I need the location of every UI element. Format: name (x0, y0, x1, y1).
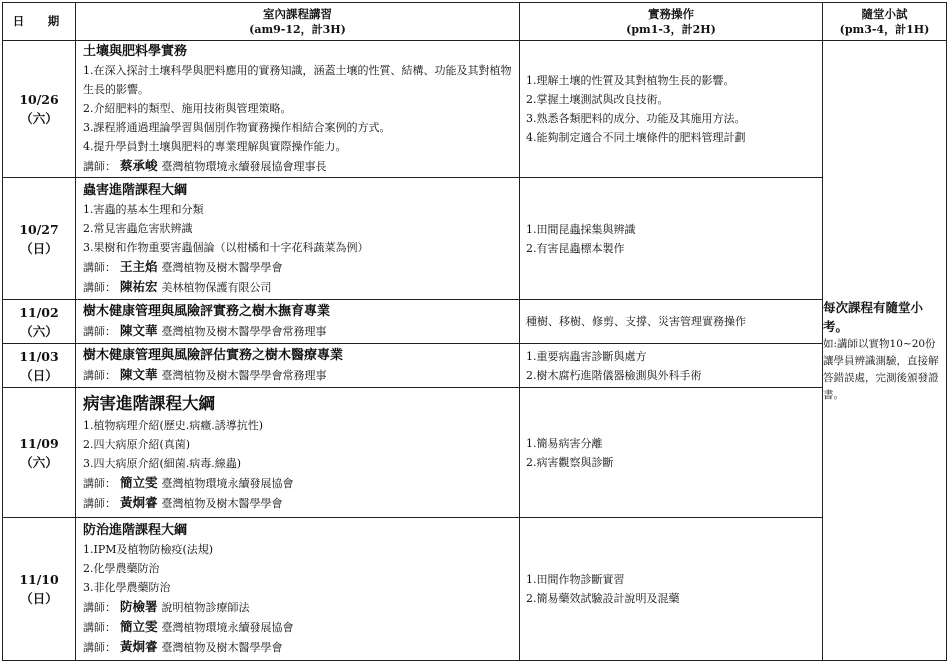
lecturer-prefix: 講師： (83, 280, 116, 294)
date-cell (3, 344, 76, 388)
lecturer-name: 王主焰 (120, 258, 158, 274)
lecturer-org: 臺灣植物及樹木醫學學會常務理事 (161, 325, 327, 338)
header-indoor-title: 室內課程講習 (263, 6, 332, 21)
lecturer-line (83, 277, 513, 297)
lecturer-name: 陳祐宏 (120, 278, 158, 294)
course-title: 樹木健康管理與風險評估實務之樹木醫療專業 (83, 348, 344, 363)
practice-item: 2.樹木腐朽進階儀器檢測與外科手術 (526, 368, 702, 382)
date-cell (3, 300, 76, 344)
practice-item: 3.熟悉各類肥料的成分、功能及其施用方法。 (526, 112, 746, 125)
schedule-row (3, 388, 947, 518)
lecturer-org: 臺灣植物及樹木醫學學會 (161, 641, 283, 654)
indoor-cell (76, 344, 520, 388)
lecturer-name: 簡立雯 (120, 619, 158, 634)
date-cell (3, 178, 76, 300)
course-item: 2.化學農藥防治 (83, 562, 160, 575)
practice-cell (520, 518, 823, 661)
practice-cell (520, 178, 823, 300)
lecturer-org: 臺灣植物及樹木醫學學會常務理事 (161, 369, 327, 382)
lecturer-name: 簡立雯 (120, 475, 158, 490)
lecturer-line (83, 597, 513, 617)
lecturer-prefix: 講師： (83, 497, 116, 510)
course-item: 4.提升學員對土壤與肥料的專業理解與實際操作能力。 (83, 140, 347, 153)
course-item: 1.IPM及植物防檢疫(法規) (83, 543, 214, 556)
course-title: 防治進階課程大綱 (83, 523, 188, 538)
date-cell (3, 388, 76, 518)
practice-item: 2.簡易藥效試驗設計說明及混藥 (526, 592, 680, 605)
row-date: 11/09 (19, 435, 59, 451)
header-practice-title: 實務操作 (648, 6, 694, 21)
course-title: 土壤與肥料學實務 (83, 44, 188, 59)
header-quiz (823, 3, 947, 41)
lecturer-prefix: 講師： (83, 477, 116, 490)
quiz-note: 如:講師以實物10~20份讓學員辨識測驗，直接解答錯誤處，完測後頒發證書。 (823, 337, 939, 401)
header-quiz-title: 隨堂小試 (861, 6, 908, 21)
course-item: 3.果樹和作物重要害蟲個論（以柑橘和十字花科蔬菜為例） (83, 240, 369, 254)
schedule-row (3, 178, 947, 300)
lecturer-org: 美林植物保護有限公司 (161, 280, 272, 294)
schedule-row (3, 344, 947, 388)
lecturer-name: 陳文華 (120, 367, 158, 382)
lecturer-line (83, 493, 513, 513)
lecturer-name: 黃炯睿 (120, 639, 158, 654)
row-day: （六） (20, 111, 58, 126)
date-cell (3, 518, 76, 661)
header-practice (520, 3, 823, 41)
lecturer-name: 蔡承峻 (120, 158, 158, 173)
lecturer-line (83, 617, 513, 637)
course-title: 蟲害進階課程大綱 (83, 182, 188, 198)
practice-item: 2.掌握土壤測試與改良技術。 (526, 93, 669, 106)
lecturer-org: 臺灣植物環境永續發展協會理事長 (161, 160, 327, 173)
schedule-row (3, 300, 947, 344)
lecturer-org: 臺灣植物及樹木醫學學會 (161, 497, 283, 510)
course-item: 2.介紹肥料的類型、施用技術與管理策略。 (83, 102, 292, 115)
course-item: 3.非化學農藥防治 (83, 581, 171, 594)
practice-item: 1.重要病蟲害診斷與處方 (526, 349, 647, 363)
indoor-cell (76, 388, 520, 518)
lecturer-prefix: 講師： (83, 369, 116, 382)
practice-item: 1.田間昆蟲採集與辨識 (526, 222, 636, 236)
practice-cell (520, 344, 823, 388)
header-date: 日 期 (3, 3, 76, 41)
lecturer-line (83, 637, 513, 657)
date-cell (3, 41, 76, 178)
row-day: （六） (20, 454, 58, 470)
course-item: 3.四大病原介紹(細菌.病毒.線蟲) (83, 457, 242, 470)
course-item: 2.四大病原介紹(真菌) (83, 438, 191, 451)
row-day: （日） (20, 240, 58, 256)
lecturer-line (83, 365, 513, 385)
practice-cell (520, 41, 823, 178)
practice-item: 4.能夠制定適合不同土壤條件的肥料管理計劃 (526, 131, 746, 144)
header-row (3, 3, 947, 41)
course-item: 1.植物病理介紹(歷史.病癥.誘導抗性) (83, 419, 264, 432)
practice-cell (520, 300, 823, 344)
lecturer-prefix: 講師： (83, 260, 116, 274)
lecturer-org: 臺灣植物環境永續發展協會 (161, 621, 294, 634)
row-day: （六） (20, 323, 58, 339)
indoor-cell (76, 300, 520, 344)
row-date: 11/10 (19, 572, 59, 587)
lecturer-org: 臺灣植物環境永續發展協會 (161, 477, 294, 490)
course-title: 樹木健康管理與風險評實務之樹木撫育專業 (83, 304, 331, 319)
lecturer-prefix: 講師： (83, 641, 116, 654)
lecturer-org: 說明植物診療師法 (161, 601, 250, 614)
course-title: 病害進階課程大綱 (83, 394, 215, 413)
lecturer-prefix: 講師： (83, 621, 116, 634)
practice-item: 1.田間作物診斷實習 (526, 573, 625, 586)
practice-item: 1.簡易病害分離 (526, 436, 603, 450)
row-date: 10/26 (19, 92, 59, 107)
row-date: 10/27 (19, 221, 59, 237)
lecturer-org: 臺灣植物及樹木醫學學會 (161, 260, 283, 274)
lecturer-prefix: 講師： (83, 601, 116, 614)
row-day: （日） (20, 367, 58, 383)
indoor-cell (76, 178, 520, 300)
header-quiz-sub: (pm3-4，計1H) (839, 22, 930, 36)
row-date: 11/02 (19, 304, 59, 320)
lecturer-line (83, 473, 513, 493)
course-item: 2.常見害蟲危害狀辨識 (83, 221, 193, 235)
course-item: 1.害蟲的基本生理和分類 (83, 202, 204, 216)
schedule-row (3, 518, 947, 661)
lecturer-name: 陳文華 (120, 323, 158, 338)
header-indoor (76, 3, 520, 41)
course-item: 3.課程將通過理論學習與個別作物實務操作相結合案例的方式。 (83, 121, 391, 134)
lecturer-name: 防檢署 (120, 599, 158, 614)
lecturer-prefix: 講師： (83, 325, 116, 338)
lecturer-line (83, 321, 513, 341)
schedule-table (2, 2, 947, 661)
course-item: 1.在深入探討土壤科學與肥料應用的實務知識，涵蓋土壤的性質、結構、功能及其對植物生長的影響。 (83, 64, 512, 96)
lecturer-prefix: 講師： (83, 160, 116, 173)
practice-item: 2.病害觀察與診斷 (526, 455, 614, 469)
header-practice-sub: (pm1-3，計2H) (626, 22, 716, 36)
quiz-title: 每次課程有隨堂小考。 (823, 299, 924, 334)
indoor-cell (76, 518, 520, 661)
row-day: （日） (20, 591, 58, 606)
header-indoor-sub: (am9-12，計3H) (249, 22, 346, 36)
practice-item: 2.有害昆蟲標本製作 (526, 241, 625, 255)
indoor-cell (76, 41, 520, 178)
practice-item: 種樹、移樹、修剪、支撐、災害管理實務操作 (526, 315, 746, 328)
lecturer-line (83, 257, 513, 277)
row-date: 11/03 (19, 348, 59, 364)
lecturer-name: 黃炯睿 (120, 495, 158, 510)
practice-cell (520, 388, 823, 518)
lecturer-line (83, 156, 513, 176)
practice-item: 1.理解土壤的性質及其對植物生長的影響。 (526, 74, 735, 87)
quiz-cell (823, 41, 947, 661)
schedule-row (3, 41, 947, 178)
